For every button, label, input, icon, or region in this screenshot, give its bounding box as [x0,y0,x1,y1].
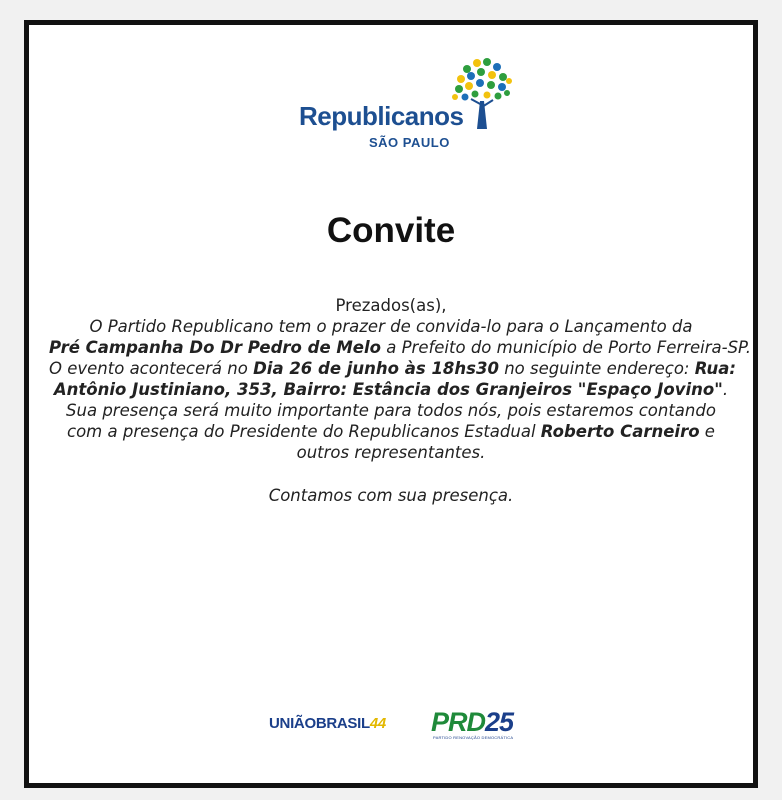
prd-logo: PRD25 [431,707,514,737]
uniao-brasil-logo: UNIÃOBRASIL44 [269,715,386,732]
event-date: Dia 26 de junho às 18hs30 [253,359,499,378]
invitation-body [49,295,751,506]
event-name: Pré Campanha Do Dr Pedro de Melo [49,338,381,357]
body-line-5: Sua presença será muito importante para todos nós, pois estaremos contando [66,401,716,420]
invitation-card [24,20,758,788]
body-line-6: com a presença do Presidente do Republicanos Estadual Roberto Carneiro e [67,422,715,441]
body-line-7: outros representantes. [296,443,486,462]
body-line-2: Pré Campanha Do Dr Pedro de Melo a Prefeito do município de Porto Ferreira-SP. [49,338,751,357]
republicanos-logo [299,55,519,155]
prd-subtitle: PARTIDO RENOVAÇÃO DEMOCRÁTICA [433,735,514,740]
page-title: Convite [326,211,456,250]
event-address: Antônio Justiniano, 353, Bairro: Estância dos Granjeiros "Espaço Jovino" [53,380,723,399]
body-line-4: Antônio Justiniano, 353, Bairro: Estância dos Granjeiros "Espaço Jovino". [53,380,729,399]
president-name: Roberto Carneiro [540,422,700,441]
body-line-3: O evento acontecerá no Dia 26 de junho às 18hs30 no seguinte endereço: Rua: [49,359,737,378]
partner-logos [29,707,753,740]
closing-line: Contamos com sua presença. [268,486,514,505]
greeting: Prezados(as), [335,296,447,315]
body-line-1: O Partido Republicano tem o prazer de convida-lo para o Lançamento da [89,317,693,336]
party-name: Republicanos [299,101,464,131]
party-region: SÃO PAULO [369,135,450,150]
